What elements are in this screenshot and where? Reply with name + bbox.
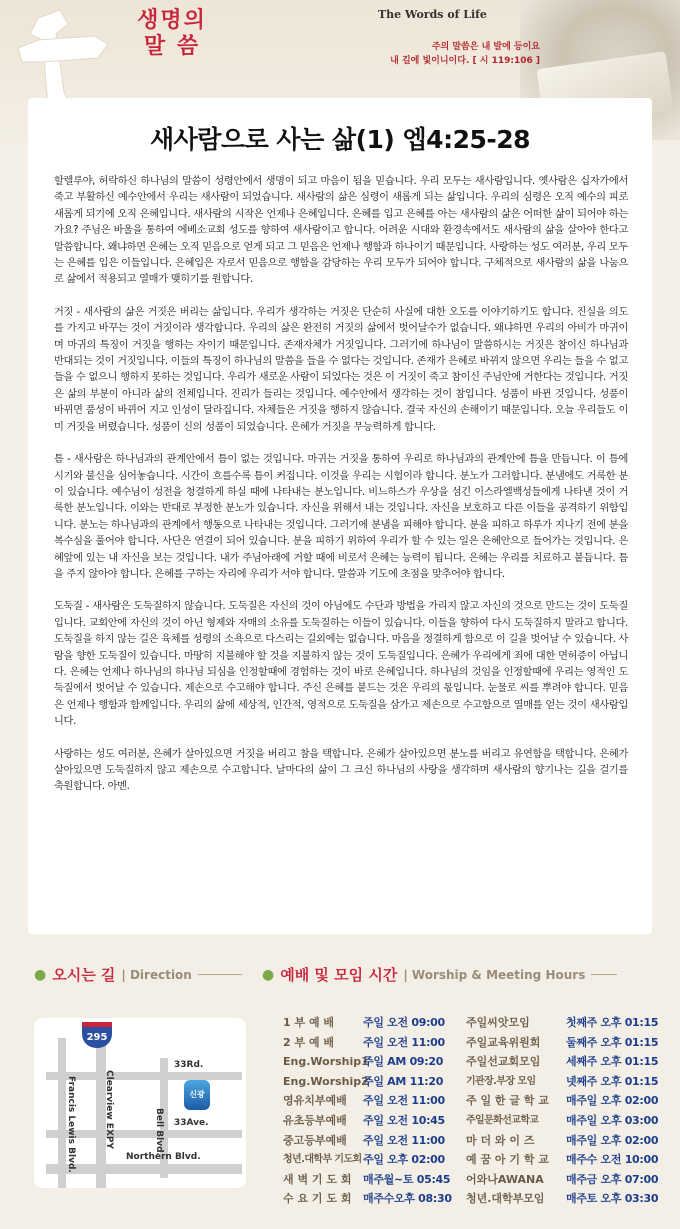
meeting-name: 주 일 한 글 학 교 (466, 1094, 549, 1108)
meeting-name: 기관장.부장 모임 (466, 1075, 536, 1087)
schedule-row (283, 1052, 459, 1072)
header-verse (340, 40, 540, 68)
service-name: Eng.Worship2 (283, 1074, 369, 1088)
schedule-row (466, 1170, 662, 1190)
road-francis-lewis (58, 1038, 66, 1188)
schedule-row (283, 1013, 459, 1033)
meeting-name: 예 꿈 아 기 학 교 (466, 1153, 549, 1167)
schedule-row (466, 1189, 662, 1209)
sermon-paragraph: 틈 - 새사람은 하나님과의 관계안에서 틈이 없는 것입니다. 마귀는 거짓을 통하여 우리로 하나님과의 관계안에 틈을 만듭니다. 이 틈에 시기와 불신을 심어놓습니다. 시간이 흐를수록 틈이 커집니다. 이것을 우리는 시험이라 합니다. 분노가 그러합니다. 분냄에도 거룩한 분이 있습니다. 예수님이 성전을 청결하게 하실 때에 나타내는 분노입니다. 비느하스가 우상을 섬긴 이스라엘백성들에게 나타낸 것이 거룩한 분노입니다. 이와는 반대로 부정한 분노가 있습니다. 자신을 위해서 내는 것입니다. 자신을 보호하고 다른 이들을 공격하기 위함입니다. 분노는 하나님과의 관계에서 행동으로 나타내는 것입니다. 그러기에 분냄을 피해야 합니다. 분을 피하고 하루가 지나기 전에 분을 복수심을 풀어야 합니다. 사단은 연결이 되어 있습니다. 분을 피하기 위하여 우리가 할 수 있는 일은 은혜안으로 들어가는 것입니다. 은혜앞에 있는 내 자신을 보는 것입니다. 내가 주님아래에 거할 때에 비로서 은혜는 능력이 됩니다. 은혜는 우리를 치료하고 붙듭니다. 틈을 주지 않아야 합니다. 은혜를 구하는 자리에 우리가 서야 합니다. 말씀과 기도에 초점을 맞추어야 합니다. (54, 454, 628, 580)
direction-map (34, 1018, 246, 1188)
logo-line-2: 말 씀 (143, 34, 201, 59)
service-time: 주일 AM 09:20 (363, 1055, 444, 1069)
schedule-row (466, 1013, 662, 1033)
logo-line-1: 생명의 (137, 8, 207, 33)
meeting-name: 주일문화선교학교 (466, 1114, 539, 1126)
service-name: 새 벽 기 도 회 (283, 1172, 352, 1186)
schedule-row (283, 1150, 459, 1170)
meeting-time: 매주토 오후 03:30 (566, 1192, 659, 1206)
schedule-row (466, 1150, 662, 1170)
sermon-card (28, 98, 652, 934)
sermon-paragraph: 도둑질 - 새사람은 도둑질하지 않습니다. 도둑질은 자신의 것이 아님에도 수단과 방법을 가리지 않고 자신의 것으로 만드는 것이 도둑질입니다. 교회안에 자신의 것이 아닌 형제와 자매의 소유를 도둑질하는 이들이 있습니다. 이들을 향하여 다시 도둑질하지 말라고 합니다. 도둑질을 하지 않는 길은 육체를 성령의 소욕으로 다스리는 길외에는 없습니다. 마음을 정결하게 함으로 이 길을 벗어날 수 있습니다. 사람을 향한 도둑질이 있습니다. 마땅히 지불해야 할 것을 지불하지 않는 것이 도둑질입니다. 은혜가 우리에게 죄에 대한 면허증이 아닙니다. 은혜는 언제나 하나님의 하나님 되심을 인정할때에 경험하는 것이 바로 은혜입니다. 하나님의 것임을 인정할때에 우리는 영적인 도둑질에서 벗어날 수 있습니다. 제손으로 수고해야 합니다. 주신 은혜를 붙드는 것은 우리의 몫입니다. 눈물로 씨를 뿌려야 합니다. 믿음은 언제나 행함과 함께입니다. 우리의 삶에 세상적, 인간적, 영적으로 도둑질을 삼가고 제손으로 수고함으로 열매를 얻는 것이 새사람입니다. (54, 601, 628, 728)
verse-line-1: 주의 말씀은 내 발에 등이요 (431, 42, 540, 52)
worship-subtitle: | Worship & Meeting Hours (403, 967, 586, 982)
map-label-francis-lewis: Francis Lewis Blvd. (66, 1076, 76, 1173)
meeting-time: 매주일 오후 02:00 (566, 1133, 659, 1147)
schedule-row (283, 1072, 459, 1092)
meeting-name: 마 더 와 이 즈 (466, 1133, 535, 1147)
service-time: 주일 AM 11:20 (363, 1074, 444, 1088)
meeting-name: 주일선교회모임 (466, 1055, 541, 1069)
divider (198, 974, 242, 975)
service-time: 주일 오전 11:00 (363, 1133, 445, 1147)
service-name: 1 부 예 배 (283, 1016, 335, 1029)
meeting-name: 주일씨앗모임 (466, 1016, 530, 1029)
service-name: 청년.대학부 기도회 (283, 1154, 362, 1166)
meeting-time: 매주일 오후 03:00 (566, 1113, 659, 1127)
service-time: 주일 오전 09:00 (363, 1016, 445, 1029)
meeting-name: 청년.대학부모임 (466, 1192, 545, 1206)
schedule-row (466, 1131, 662, 1151)
sermon-paragraph: 거짓 - 새사람의 삶은 거짓은 버리는 삶입니다. 우리가 생각하는 거짓은 단순히 사실에 대한 오도를 이야기하기도 합니다. 진실을 의도를 가지고 바꾸는 것이 거짓이라 생각합니다. 우리의 삶은 완전히 거짓의 삶에서 벗어날수가 없습니다. 왜냐하면 우리의 아비가 마귀이며 마귀의 특징이 거짓을 행하는 자이기 때문입니다. 존재자체가 거짓입니다. 그러기에 하나님이 말씀하시는 거짓은 참이신 하나님과 반대되는 것이 거짓입니다. 이들의 특징이 하나님의 말씀을 들을 수 없다는 것입니다. 존재가 은혜로 바뀌지 않으면 우리는 들을 수 없고 들을 수 없으니 행하지 못하는 것입니다. 우리가 새로운 사람이 되었다는 것은 이 거짓이 죽고 참이신 주님안에 거한다는 것입니다. 거짓은 삶의 부분이 아니라 삶의 전체입니다. 진리가 들리는 것입니다. 예수안에서 생각하는 것이 참입니다. 성품이 바뀐 것입니다. 성품이 바뀌면 품성이 바뀌어 지고 인성이 달라집니다. 자체들은 거짓을 행하지 않습니다. 결국 자신의 손해이기 때문입니다. 오늘 우리들도 이미 거짓을 버렸습니다. 성품이 신의 성품이 되었습니다. 은혜가 거짓을 무능력하게 합니다. (54, 306, 628, 433)
meeting-time: 매주일 오후 02:00 (566, 1094, 659, 1108)
meeting-time: 매주수 오전 10:00 (566, 1153, 659, 1167)
direction-title: 오시는 길 (52, 966, 116, 984)
meeting-name: 주일교육위원회 (466, 1035, 541, 1049)
worship-heading (262, 964, 617, 985)
bullet-icon: ● (262, 966, 275, 983)
schedule-row (283, 1170, 459, 1190)
meeting-time: 첫째주 오후 01:15 (566, 1016, 659, 1029)
bullet-icon: ● (34, 966, 47, 983)
service-name: 2 부 예 배 (283, 1035, 335, 1049)
schedule-row (283, 1131, 459, 1151)
service-name: 영유치부예배 (283, 1094, 347, 1108)
sermon-body (54, 174, 628, 812)
map-label-bell: Bell Blvd. (154, 1108, 164, 1156)
map-label-33ave: 33Ave. (174, 1118, 209, 1128)
service-name: 유초등부예배 (283, 1113, 347, 1127)
service-time: 주일 오전 10:45 (363, 1113, 445, 1127)
service-name: 중고등부예배 (283, 1133, 347, 1147)
schedule-row (283, 1033, 459, 1053)
meeting-time: 넷째주 오후 01:15 (566, 1074, 659, 1088)
direction-subtitle: | Direction (121, 967, 192, 982)
service-name: Eng.Worship1 (283, 1055, 369, 1069)
service-time: 주일 오전 11:00 (363, 1035, 445, 1049)
service-name: 수 요 기 도 회 (283, 1192, 352, 1206)
meeting-time: 매주금 오후 07:00 (566, 1172, 659, 1186)
sermon-paragraph: 사랑하는 성도 여러분, 은혜가 살아있으면 거짓을 버리고 참을 택합니다. 은혜가 살아있으면 분노를 버리고 유연함을 택합니다. 은혜가 살아있으면 도둑질하지 않고 제손으로 수고합니다. 날마다의 삶이 그 크신 하나님의 사랑을 생각하며 새사람의 향기나는 길을 걸기를 축원합니다. 아멘. (54, 748, 628, 793)
worship-title: 예배 및 모임 시간 (280, 966, 398, 984)
divider (591, 974, 617, 975)
map-label-clearview: Clearview EXPY (104, 1070, 114, 1150)
schedule-row (466, 1111, 662, 1131)
schedule-row (283, 1091, 459, 1111)
meeting-name: 어와나AWANA (466, 1172, 544, 1186)
meeting-time: 둘째주 오후 01:15 (566, 1035, 659, 1049)
meeting-time: 세째주 오후 01:15 (566, 1055, 659, 1069)
schedule-row (283, 1189, 459, 1209)
highway-shield-icon: 295 (82, 1022, 112, 1048)
words-of-life-label: The Words of Life (378, 8, 487, 21)
worship-schedule-right (466, 1013, 662, 1209)
direction-heading (34, 964, 242, 985)
schedule-row (466, 1091, 662, 1111)
worship-schedule-left (283, 1013, 459, 1209)
service-time: 주일 오전 11:00 (363, 1094, 445, 1108)
service-time: 매주월~토 05:45 (363, 1172, 451, 1186)
schedule-row (466, 1072, 662, 1092)
schedule-row (466, 1052, 662, 1072)
service-time: 주일 오후 02:00 (363, 1153, 445, 1167)
logo-title (112, 8, 232, 60)
map-label-northern: Northern Blvd. (126, 1152, 201, 1162)
verse-line-2: 내 길에 빛이니이다. [ 시 119:106 ] (390, 56, 540, 66)
schedule-row (283, 1111, 459, 1131)
schedule-row (466, 1033, 662, 1053)
sermon-title: 새사람으로 사는 삶(1) 엡4:25-28 (149, 125, 531, 154)
map-label-33rd: 33Rd. (174, 1060, 204, 1070)
service-time: 매주수오후 08:30 (363, 1192, 452, 1206)
sermon-paragraph: 할렐루야, 허락하신 하나님의 말씀이 성령안에서 생명이 되고 마음이 됨을 믿습니다. 우리 모두는 새사람입니다. 옛사람은 십자가에서 죽고 부활하신 예수안에서 우리는 새사람이 되었습니다. 새사람의 삶은 심령이 새롭게 되는 삶입니다. 우리의 심령은 오직 예수의 피로 새롭게 되기에 오직 은혜입니다. 새사람의 시작은 언제나 은혜입니다. 은혜를 입고 은혜를 아는 새사람의 삶은 어떠한 삶이 되어야 하는가요? 주님은 바울을 통하여 에베소교회 성도를 향하여 새사람이고 합니다. 어려운 시대와 환경속에서도 새사람의 삶을 살아야 한다고 말씀합니다. 왜냐하면 은혜는 오직 믿음으로 얻게 되고 그 믿음은 언제나 행함과 하나이기 때문입니다. 사랑하는 성도 여러분, 우리 모두는 은혜를 입은 이들입니다. 은혜입은 자로서 믿음으로 행함을 감당하는 우리 모두가 되어야 합니다. 구체적으로 새사람의 삶을 나눔으로 삶에서 적용되고 열매가 맺히기를 원합니다. (54, 176, 628, 286)
church-location-icon: 신광 (184, 1080, 210, 1110)
